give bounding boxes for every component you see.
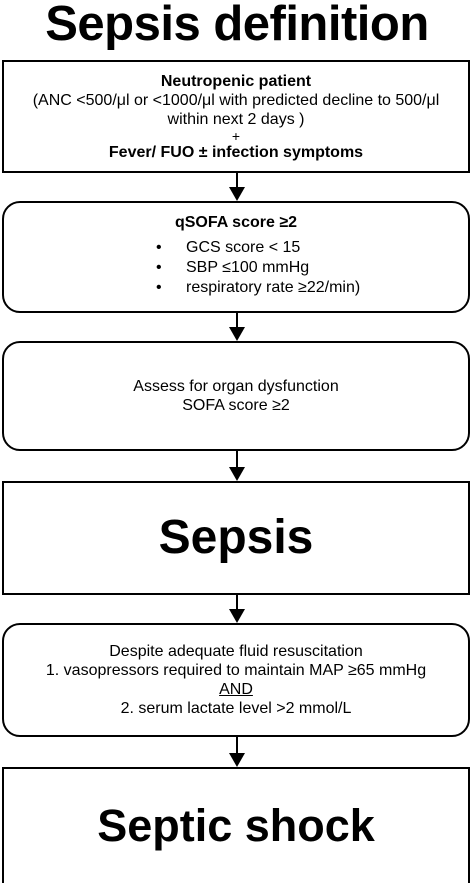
bullet: • xyxy=(156,239,162,256)
organ-dysfunction-box xyxy=(2,341,470,451)
qsofa-criteria-list xyxy=(156,238,360,298)
septic-shock-criteria-box xyxy=(2,623,470,737)
neutropenic-patient-box xyxy=(2,60,470,173)
arrow-down-3 xyxy=(229,451,245,481)
qsofa-heading: qSOFA score ≥2 xyxy=(174,214,297,231)
qsofa-box xyxy=(2,201,470,313)
arrow-down-4 xyxy=(229,595,245,623)
vasopressors-line: 1. vasopressors required to maintain MAP ≥65 mmHg xyxy=(45,662,427,679)
diagram-title: Sepsis definition xyxy=(45,0,429,51)
list-item xyxy=(156,238,360,258)
criterion-respiratory-rate: respiratory rate ≥22/min) xyxy=(186,279,361,296)
arrow-down-2 xyxy=(229,313,245,341)
criterion-gcs: GCS score < 15 xyxy=(186,239,301,256)
fever-line: Fever/ FUO ± infection symptoms xyxy=(108,143,364,161)
organ-dysfunction-line: Assess for organ dysfunction xyxy=(133,378,339,395)
arrow-down-1 xyxy=(229,173,245,201)
bullet: • xyxy=(156,279,162,296)
septic-shock-label: Septic shock xyxy=(97,800,375,851)
sepsis-label: Sepsis xyxy=(158,511,314,564)
arrow-down-5 xyxy=(229,737,245,767)
septic-shock-box xyxy=(2,767,470,883)
list-item xyxy=(156,278,360,298)
plus-sign: + xyxy=(231,127,241,144)
sofa-score-line: SOFA score ≥2 xyxy=(182,397,290,414)
neutropenic-heading: Neutropenic patient xyxy=(160,72,312,90)
criterion-sbp: SBP ≤100 mmHg xyxy=(186,259,310,276)
fluid-resuscitation-line: Despite adequate fluid resuscitation xyxy=(109,643,363,660)
bullet: • xyxy=(156,259,162,276)
list-item xyxy=(156,258,360,278)
and-connector: AND xyxy=(219,681,253,698)
sepsis-box xyxy=(2,481,470,595)
lactate-line: 2. serum lactate level >2 mmol/L xyxy=(120,700,352,717)
anc-criteria-line2: within next 2 days ) xyxy=(167,110,305,128)
anc-criteria-line1: (ANC <500/μl or <1000/μl with predicted decline to 500/μl xyxy=(32,91,440,109)
